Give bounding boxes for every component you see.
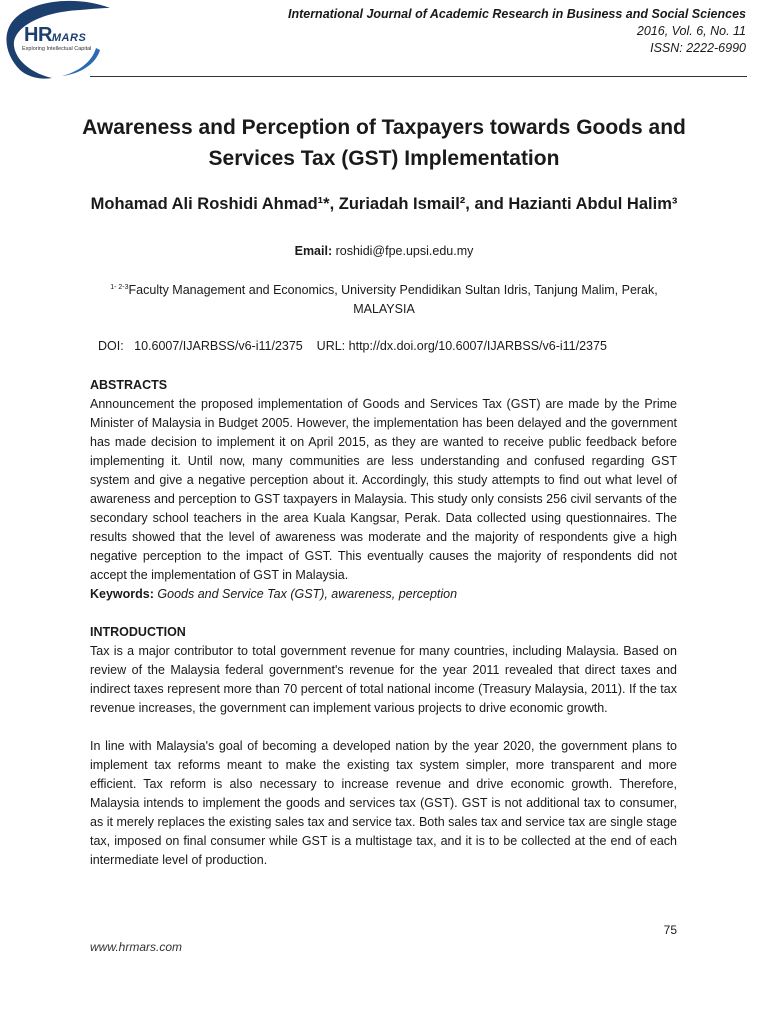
- doi-line: [98, 339, 607, 353]
- journal-volume: 2016, Vol. 6, No. 11: [636, 24, 746, 38]
- logo-hr-text: HR: [24, 24, 52, 46]
- abstract-text: Announcement the proposed implementation of Goods and Services Tax (GST) are made by the Prime Minister of Malaysia in Budget 2005. However, the implementation has been delayed and the government has made decision to implement it on April 2015, as they are wanted to receive public feedback before implementing it. Until now, many communities are less understanding and confused regarding GST system and give a negative perception about it. Accordingly, this study attempts to find out what level of awareness and perception to GST taxpayers in Malaysia. This study only consists 256 civil servants of the secondary school teachers in the area Kuala Kangsar, Perak. Data collected using questionnaires. The results showed that the level of awareness was moderate and the majority of respondents give a high negative perception to the impact of GST. This eventually causes the majority of respondents did not accept the implementation of GST in Malaysia.: [90, 397, 677, 582]
- abstract-heading: ABSTRACTS: [90, 378, 168, 392]
- journal-header: [288, 6, 746, 57]
- paper-authors: Mohamad Ali Roshidi Ahmad¹*, Zuriadah Ismail², and Hazianti Abdul Halim³: [90, 195, 678, 213]
- hrmars-logo: [0, 0, 122, 80]
- page-number: 75: [663, 923, 677, 937]
- email-address[interactable]: roshidi@fpe.upsi.edu.my: [335, 244, 474, 258]
- journal-name: International Journal of Academic Research in Business and Social Sciences: [287, 7, 746, 21]
- paper-body: [90, 376, 677, 870]
- logo-tagline: Exploring Intellectual Capital: [22, 46, 92, 52]
- journal-issn: ISSN: 2222-6990: [650, 41, 746, 55]
- section-spacer: [90, 604, 677, 623]
- footer-website-link[interactable]: www.hrmars.com: [90, 940, 183, 954]
- paper-title: Awareness and Perception of Taxpayers towards Goods and Services Tax (GST) Implementation: [82, 116, 686, 170]
- intro-paragraph-1: Tax is a major contributor to total government revenue for many countries, including Malaysia. Based on review of the Malaysia federal government's revenue for the year 2011 revealed that direct taxes and indirect taxes represent more than 70 percent of total national income (Treasury Malaysia, 2011). If the tax revenue increases, the government can implement various projects to drive economic growth.: [90, 644, 677, 715]
- logo-wordmark: [24, 24, 86, 47]
- doi-label: DOI:: [98, 339, 124, 353]
- logo-mars-text: MARS: [51, 32, 87, 44]
- doi-value: 10.6007/IJARBSS/v6-i11/2375: [134, 339, 303, 353]
- doi-url-link[interactable]: http://dx.doi.org/10.6007/IJARBSS/v6-i11/2375: [348, 339, 607, 353]
- url-label: URL:: [316, 339, 346, 353]
- paragraph-spacer: [90, 718, 677, 737]
- introduction-heading: INTRODUCTION: [90, 625, 186, 639]
- affiliation: [90, 281, 678, 319]
- keywords-label: Keywords:: [90, 587, 154, 601]
- keywords-value: Goods and Service Tax (GST), awareness, perception: [157, 587, 458, 601]
- affiliation-text: Faculty Management and Economics, University Pendidikan Sultan Idris, Tanjung Malim, Perak, MALAYSIA: [128, 283, 658, 316]
- intro-paragraph-2: In line with Malaysia's goal of becoming a developed nation by the year 2020, the government plans to implement tax reforms meant to make the existing tax system simpler, more transparent and more efficient. Tax reform is also necessary to increase revenue and drive economic growth. Therefore, Malaysia intends to implement the goods and services tax (GST). GST is not additional tax to consumer, as it merely replaces the existing sales tax and service tax. Both sales tax and service tax are single stage tax, imposed on final consumer while GST is a multistage tax, and it is to be collected at the end of each intermediate level of production.: [90, 739, 677, 867]
- email-label: Email:: [294, 244, 333, 258]
- keywords-line: [90, 585, 677, 604]
- header-divider: [90, 76, 747, 77]
- author-email: [0, 244, 768, 258]
- affiliation-superscript: 1- 2-3: [110, 283, 129, 291]
